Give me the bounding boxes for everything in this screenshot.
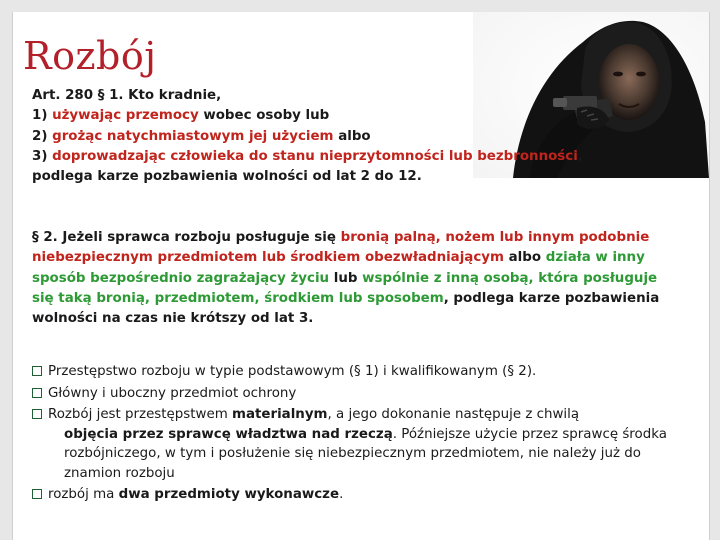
bullet-item [32,362,672,382]
par2-green-text: wspólnie z inną osobą, która posługuje się taką bronią, przedmiotem, środkiem lub sposobem [32,270,658,306]
par2-text: albo [508,250,542,266]
bullet-item [32,485,672,505]
bullet-text: Rozbój jest przestępstwem [48,407,228,422]
item-rest: albo [338,128,371,144]
checkbox-bullet-icon [32,388,42,398]
article-280-paragraph-1 [32,86,592,187]
bullet-text: rozbój ma [48,487,115,502]
bullet-text: . [339,487,344,502]
item-number: 2) [32,128,48,144]
item-red-text: doprowadzając człowieka do stanu nieprzytomności lub bezbronności [52,148,578,164]
item-red-text: używając przemocy [52,108,199,124]
bullet-bold-text: materialnym [232,407,328,422]
bullet-text: Przestępstwo rozboju w typie podstawowym (§ 1) i kwalifikowanym (§ 2). [48,364,537,379]
article-closing: podlega karze pozbawienia wolności od lat 2 do 12. [32,169,422,185]
item-rest: , [577,148,583,164]
bullet-item [32,384,672,404]
list-item [32,127,592,147]
list-item [32,147,592,167]
item-rest: wobec osoby lub [203,108,330,124]
par2-red-text: bronią palną, nożem lub innym podobnie niebezpiecznym przedmiotem lub środkiem obezwładniającym [32,230,650,266]
bullet-list [32,362,672,507]
item-number: 1) [32,108,48,124]
article-heading: Art. 280 § 1. Kto kradnie, [32,88,222,103]
item-number: 3) [32,148,48,164]
bullet-bold-text: objęcia przez sprawcę władztwa nad rzeczą [64,426,393,442]
page-title: Rozbój [23,34,157,78]
slide [12,12,710,540]
par2-text: , podlega karze pozbawienia wolności na czas nie krótszy od lat 3. [32,290,660,327]
par2-text: lub [333,270,358,286]
bullet-text: . Późniejsze użycie przez sprawcę środka rozbójniczego, w tym i posłużenie się niebezpiecznym przedmiotem, nie należy już do znamion rozboju [64,426,667,481]
item-red-text: grożąc natychmiastowym jej użyciem [52,128,334,144]
bullet-text: , a jego dokonanie następuje z chwilą [327,407,580,422]
list-item [32,106,592,126]
par2-text: § 2. Jeżeli sprawca rozboju posługuje się [32,230,336,245]
bullet-bold-text: dwa przedmioty wykonawcze [118,487,340,502]
bullet-text: Główny i uboczny przedmiot ochrony [48,385,297,401]
checkbox-bullet-icon [32,409,42,419]
bullet-continuation [48,425,672,484]
checkbox-bullet-icon [32,489,42,499]
bullet-item [32,405,672,483]
checkbox-bullet-icon [32,366,42,376]
par2-green-text: działa w inny sposób bezpośrednio zagrażający życiu [32,250,645,286]
article-280-paragraph-2 [32,228,660,329]
